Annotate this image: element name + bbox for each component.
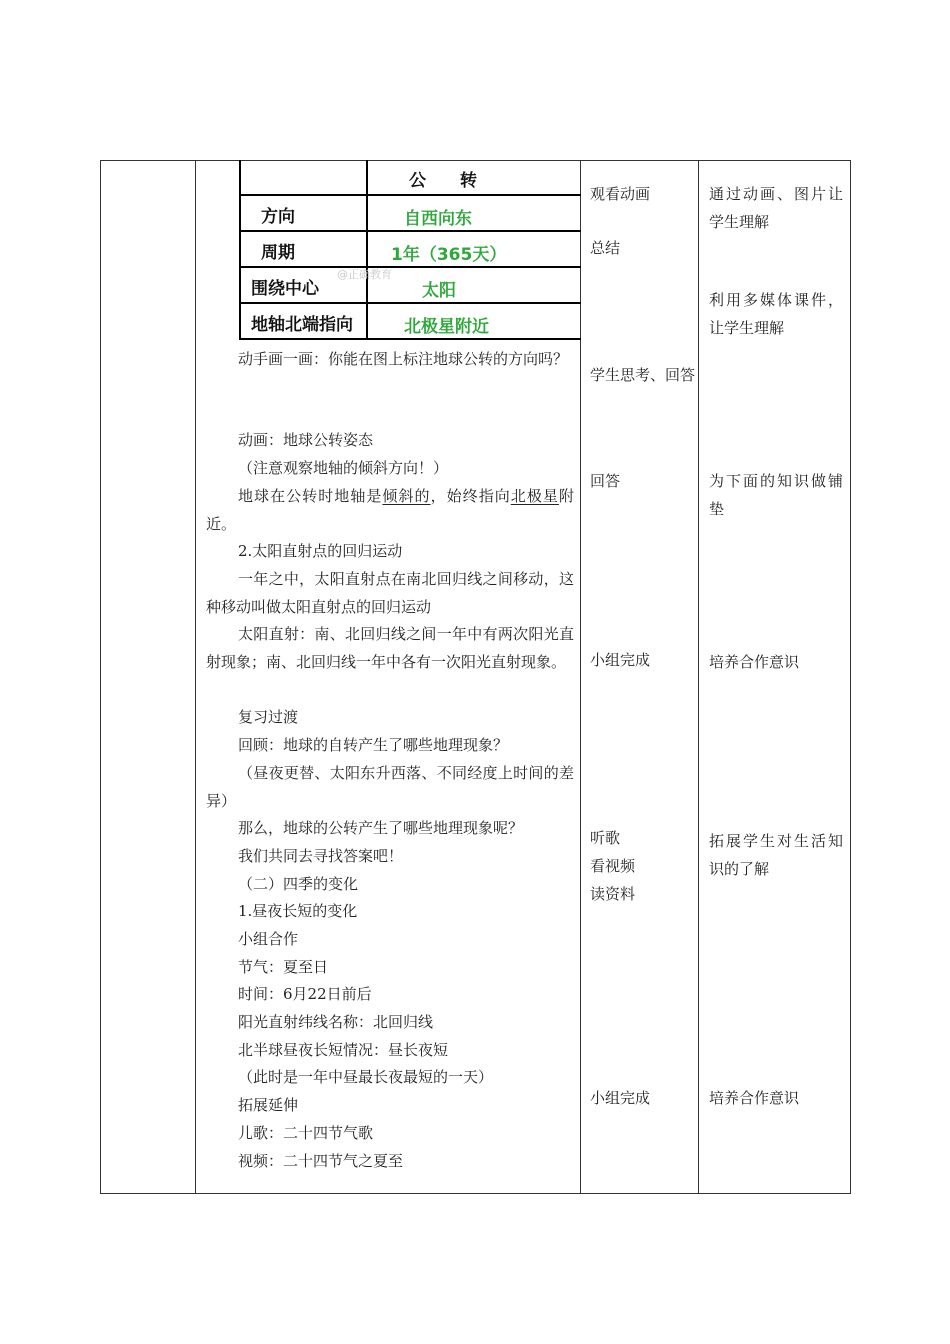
revolution-table-image bbox=[239, 160, 581, 340]
content-time: 时间：6月22日前后 bbox=[238, 985, 372, 1003]
content-revolution-question: 那么，地球的公转产生了哪些地理现象呢？ bbox=[238, 819, 524, 837]
axis-tilt-keyword: 倾斜的 bbox=[382, 487, 431, 505]
revolution-header: 公 转 bbox=[409, 171, 477, 191]
student-group-complete-2: 小组完成 bbox=[590, 1089, 651, 1107]
content-animation: 动画：地球公转姿态 bbox=[238, 431, 374, 449]
student-group-complete-1: 小组完成 bbox=[590, 651, 651, 669]
student-summarize: 总结 bbox=[590, 239, 621, 257]
watermark: @正确教育 bbox=[337, 268, 392, 281]
content-extension: 拓展延伸 bbox=[238, 1096, 299, 1114]
student-answer: 回答 bbox=[590, 472, 621, 490]
student-think-answer: 学生思考、回答 bbox=[590, 366, 696, 384]
polaris-keyword: 北极星 bbox=[510, 487, 559, 505]
student-read-material: 读资料 bbox=[590, 885, 636, 903]
content-subheading-2: 2.太阳直射点的回归运动 bbox=[238, 542, 403, 560]
content-longest-day: （此时是一年中昼最长夜最短的一天） bbox=[238, 1068, 494, 1086]
table-col-border-0 bbox=[100, 160, 101, 1194]
content-section-seasons: （二）四季的变化 bbox=[238, 875, 359, 893]
axis-tilt-text-c: ，始终指向 bbox=[430, 487, 511, 505]
row-value-axis: 北极星附近 bbox=[404, 317, 489, 337]
table-col-border-1 bbox=[195, 160, 196, 1194]
intent-cooperation-1: 培养合作意识 bbox=[709, 653, 800, 671]
row-label-direction: 方向 bbox=[261, 207, 295, 227]
row-value-period: 1年（365天） bbox=[391, 245, 507, 265]
table-col-border-3 bbox=[698, 160, 699, 1194]
intent-life-knowledge: 拓展学生对生活知识的了解 bbox=[709, 832, 843, 878]
content-northern-hemisphere: 北半球昼夜长短情况：昼长夜短 bbox=[238, 1041, 449, 1059]
content-review-question: 回顾：地球的自转产生了哪些地理现象？ bbox=[238, 736, 509, 754]
content-latitude: 阳光直射纬线名称：北回归线 bbox=[238, 1013, 434, 1031]
content-review-answer: （昼夜更替、太阳东升西落、不同经度上时间的差异） bbox=[206, 764, 574, 810]
content-find-answer: 我们共同去寻找答案吧！ bbox=[238, 847, 404, 865]
content-song: 儿歌：二十四节气歌 bbox=[238, 1124, 374, 1142]
content-axis-tilt bbox=[206, 483, 574, 538]
content-group-work: 小组合作 bbox=[238, 930, 299, 948]
content-direct-sunlight: 太阳直射：南、北回归线之间一年中有两次阳光直射现象；南、北回归线一年中各有一次阳光直射现象。 bbox=[206, 625, 574, 671]
intent-multimedia: 利用多媒体课件，让学生理解 bbox=[709, 291, 843, 337]
student-listen-song: 听歌 bbox=[590, 829, 621, 847]
content-regression-definition: 一年之中，太阳直射点在南北回归线之间移动，这种移动叫做太阳直射点的回归运动 bbox=[206, 570, 574, 616]
content-day-night-length: 1.昼夜长短的变化 bbox=[238, 902, 358, 920]
intent-animation-pictures: 通过动画、图片让学生理解 bbox=[709, 185, 843, 231]
axis-tilt-text-e: 附近。 bbox=[206, 487, 574, 533]
row-label-period: 周期 bbox=[261, 243, 295, 263]
content-review-transition: 复习过渡 bbox=[238, 708, 299, 726]
content-video: 视频：二十四节气之夏至 bbox=[238, 1152, 404, 1170]
student-watch-video: 看视频 bbox=[590, 857, 636, 875]
intent-cooperation-2: 培养合作意识 bbox=[709, 1089, 800, 1107]
axis-tilt-text-a: 地球在公转时地轴是 bbox=[238, 487, 383, 505]
row-label-axis: 地轴北端指向 bbox=[251, 315, 353, 335]
content-solar-term: 节气：夏至日 bbox=[238, 958, 329, 976]
content-animation-note: （注意观察地轴的倾斜方向！） bbox=[238, 459, 449, 477]
table-bottom-border bbox=[100, 1193, 851, 1194]
intent-foundation: 为下面的知识做铺垫 bbox=[709, 472, 843, 518]
student-watch-animation: 观看动画 bbox=[590, 185, 651, 203]
row-value-direction: 自西向东 bbox=[404, 209, 472, 229]
table-col-border-4 bbox=[850, 160, 851, 1194]
content-draw-question: 动手画一画：你能在图上标注地球公转的方向吗？ bbox=[238, 350, 569, 368]
row-label-center: 围绕中心 bbox=[251, 279, 319, 299]
row-value-center: 太阳 bbox=[422, 281, 456, 301]
